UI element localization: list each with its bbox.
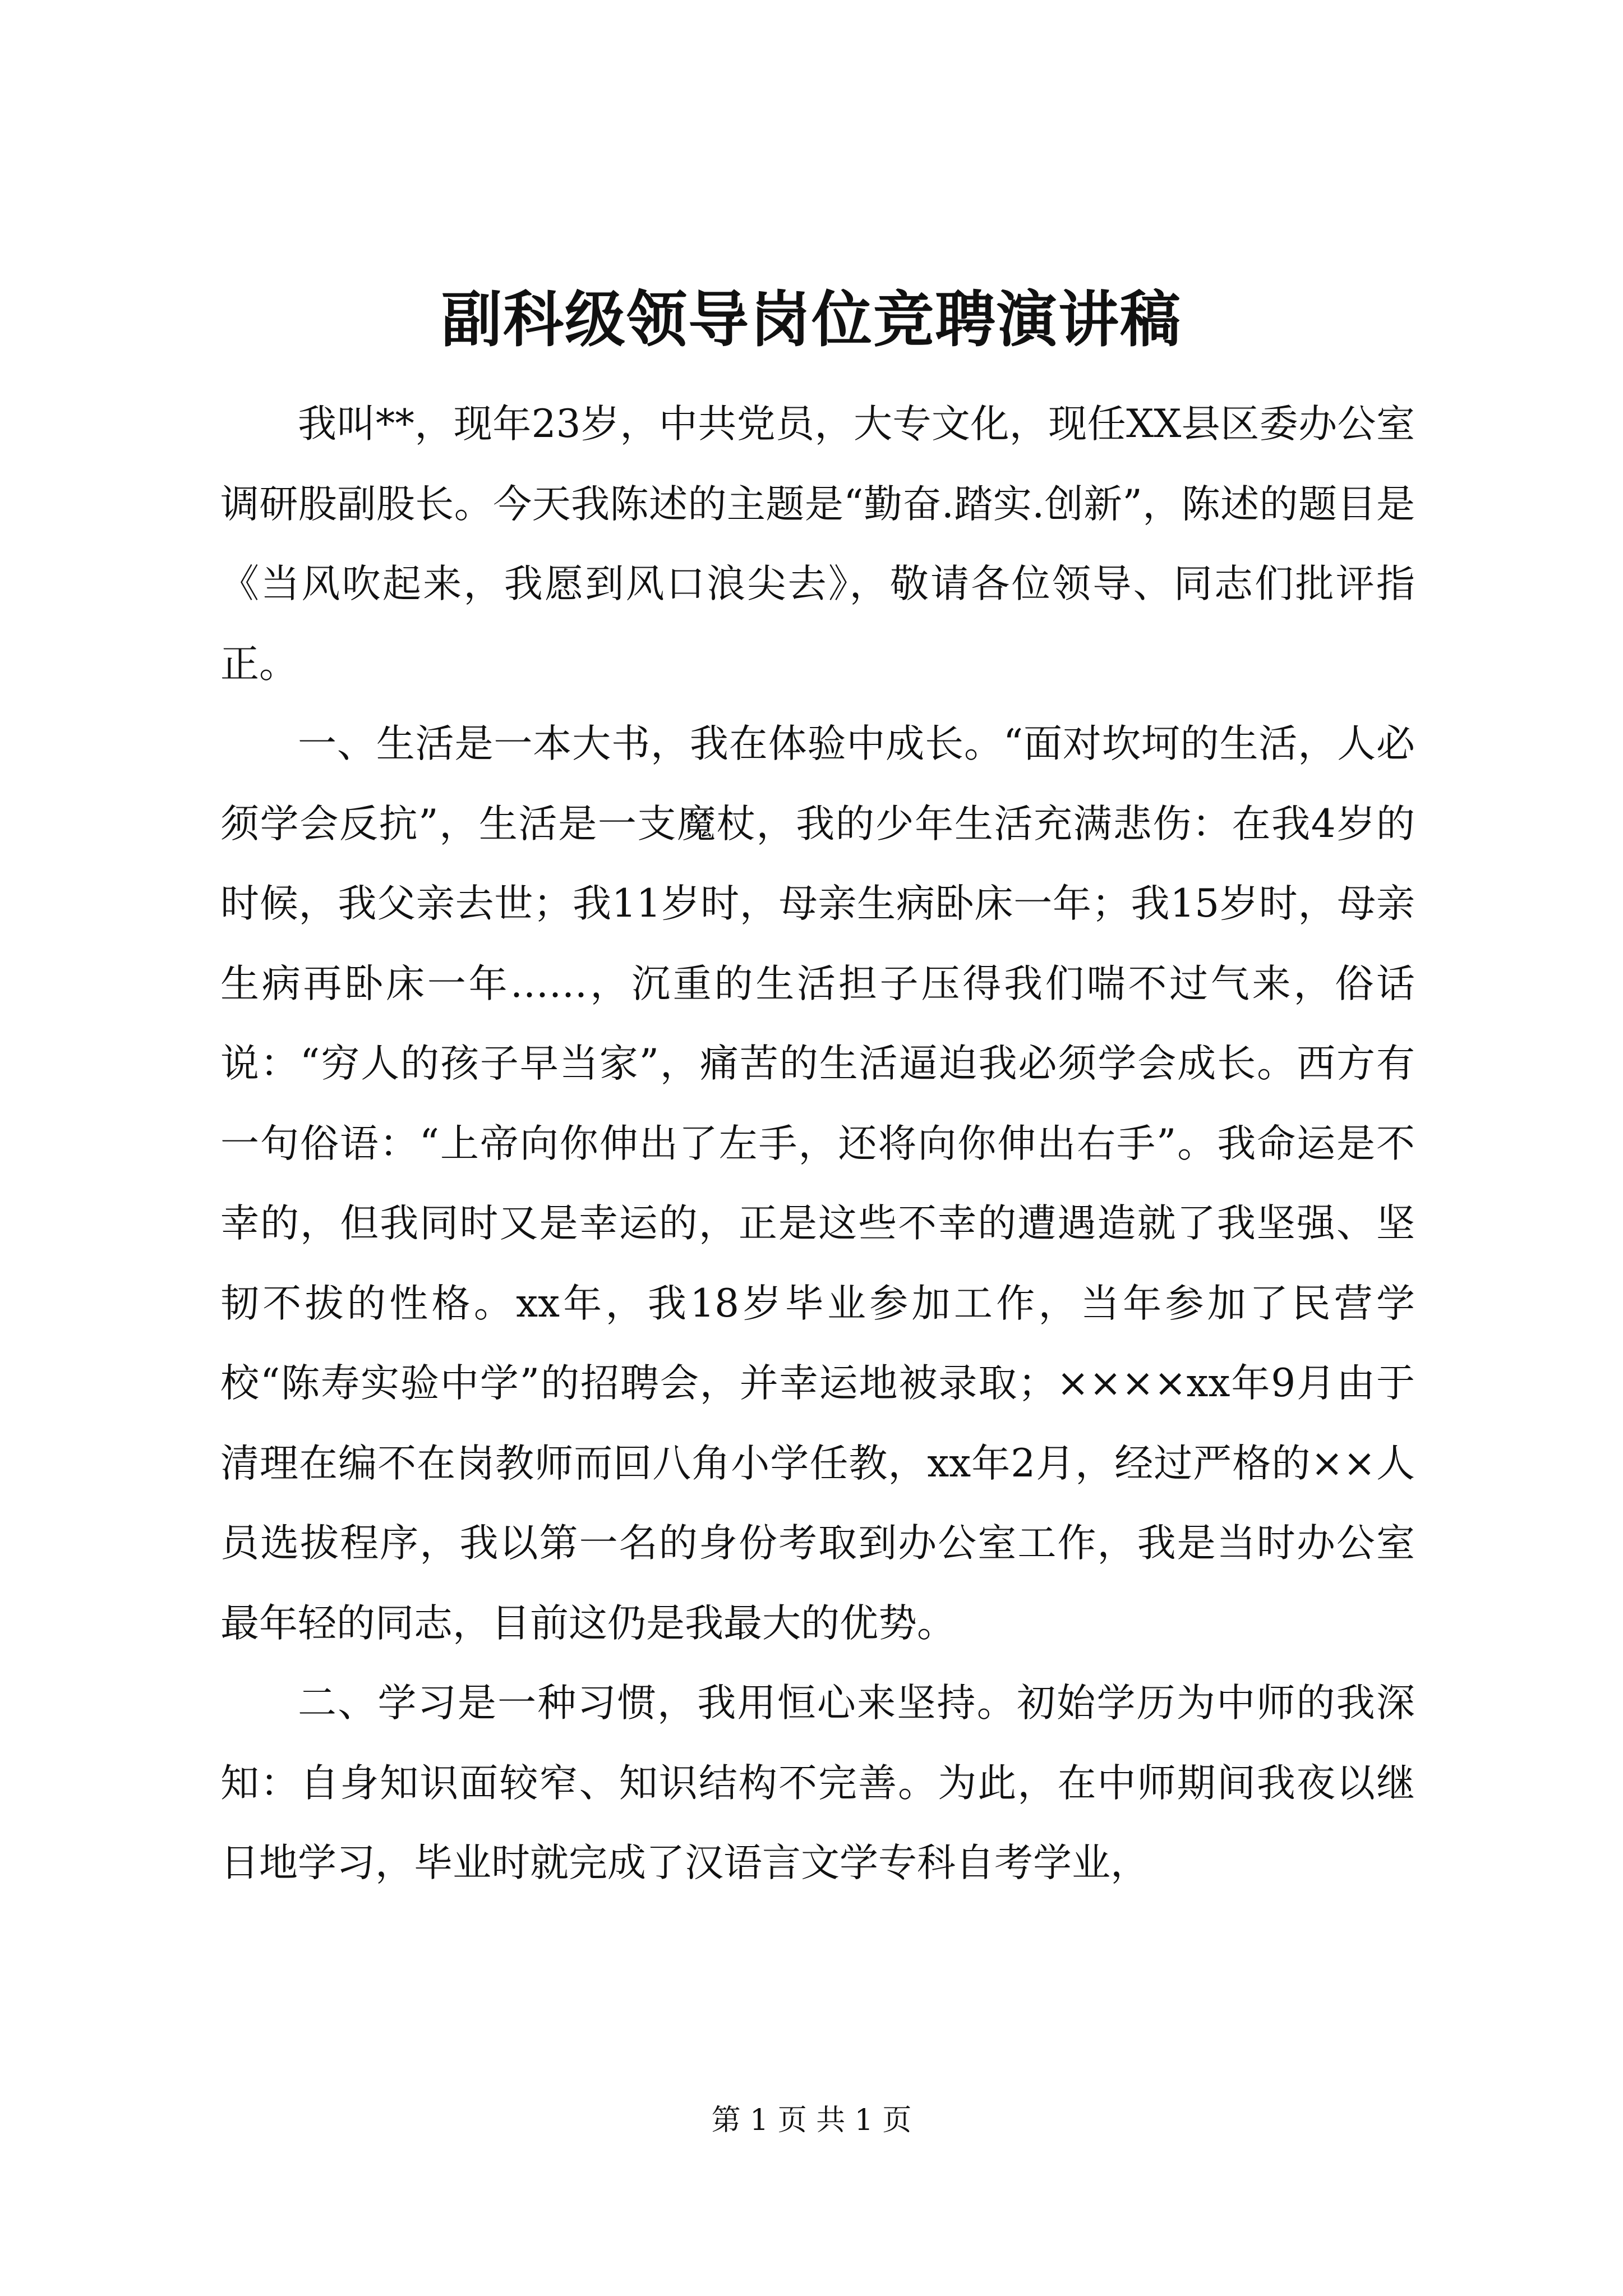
document-body xyxy=(220,384,1415,1903)
page-footer: 第 1 页 共 1 页 xyxy=(711,2104,912,2137)
paragraph-life: 一、生活是一本大书，我在体验中成长。“面对坎坷的生活，人必须学会反抗”，生活是一支魔杖，我的少年生活充满悲伤：在我4岁的时候，我父亲去世；我11岁时，母亲生病卧床一年；我15岁时，母亲生病再卧床一年……，沉重的生活担子压得我们喘不过气来，俗话说：“穷人的孩子早当家”，痛苦的生活逼迫我必须学会成长。西方有一句俗语：“上帝向你伸出了左手，还将向你伸出右手”。我命运是不幸的，但我同时又是幸运的，正是这些不幸的遭遇造就了我坚强、坚韧不拔的性格。xx年，我18岁毕业参加工作，当年参加了民营学校“陈寿实验中学”的招聘会，并幸运地被录取；××××xx年9月由于清理在编不在岗教师而回八角小学任教，xx年2月，经过严格的××人员选拔程序，我以第一名的身份考取到办公室工作，我是当时办公室最年轻的同志，目前这仍是我最大的优势。 xyxy=(220,721,1415,1646)
document-title: 副科级领导岗位竞聘演讲稿 xyxy=(441,284,1182,355)
paragraph-intro: 我叫**，现年23岁，中共党员，大专文化，现任XX县区委办公室调研股副股长。今天我陈述的主题是“勤奋.踏实.创新”，陈述的题目是《当风吹起来，我愿到风口浪尖去》，敬请各位领导、同志们批评指正。 xyxy=(220,402,1415,687)
paragraph-study: 二、学习是一种习惯，我用恒心来坚持。初始学历为中师的我深知：自身知识面较窄、知识结构不完善。为此，在中师期间我夜以继日地学习，毕业时就完成了汉语言文学专科自考学业， xyxy=(220,1681,1415,1885)
